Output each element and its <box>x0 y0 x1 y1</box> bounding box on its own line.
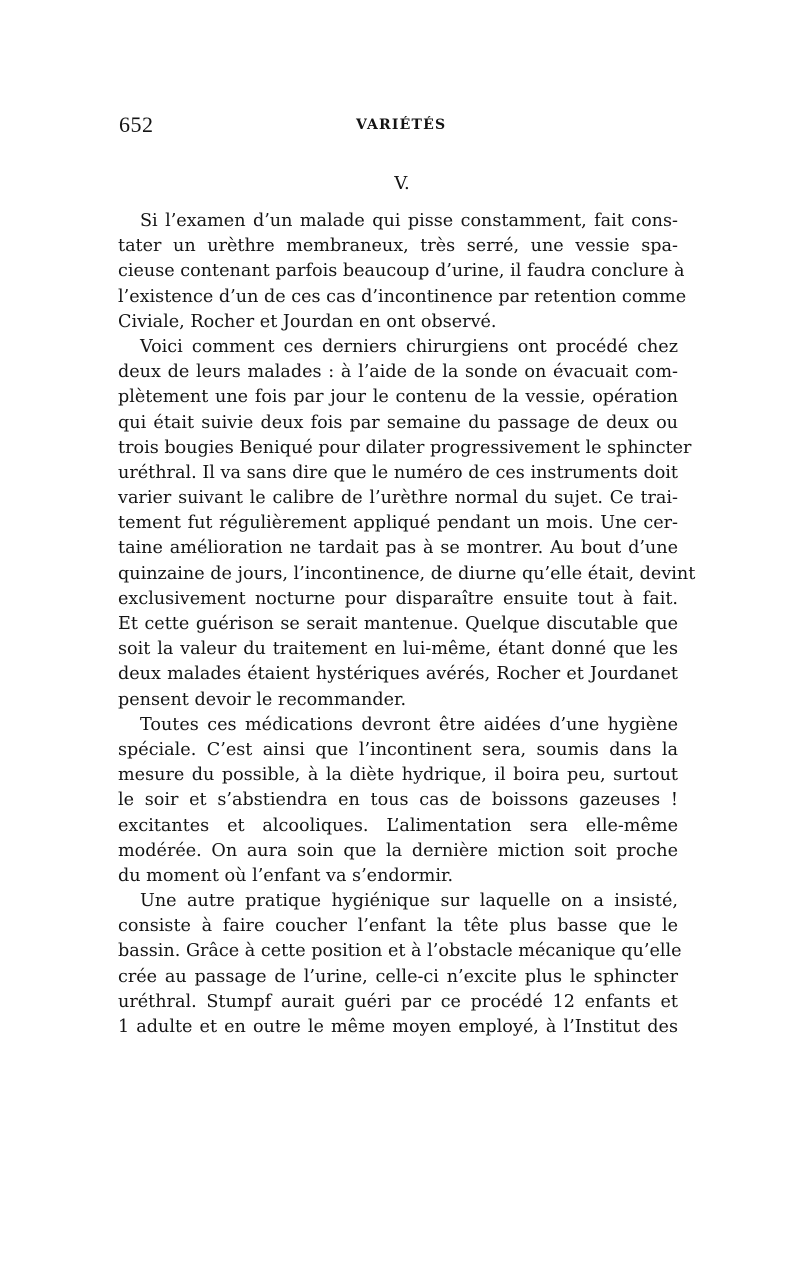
running-head <box>119 112 679 142</box>
text-line: mesure du possible, à la diète hydrique, il boira peu, surtout <box>118 765 678 786</box>
text-line: uréthral. Il va sans dire que le numéro de ces instruments doit <box>118 462 678 483</box>
text-line: modérée. On aura soin que la dernière miction soit proche <box>118 840 678 861</box>
text-line: quinzaine de jours, l’incontinence, de diurne qu’elle était, devint <box>118 563 696 584</box>
text-line: deux malades étaient hystériques avérés, Rocher et Jourdanet <box>118 664 678 685</box>
text-line: taine amélioration ne tardait pas à se montrer. Au bout d’une <box>118 538 678 559</box>
body-text <box>118 209 696 1040</box>
text-line: bassin. Grâce à cette position et à l’obstacle mécanique qu’elle <box>118 941 682 962</box>
text-line: 1 adulte et en outre le même moyen employé, à l’Institut des <box>118 1017 678 1037</box>
running-title: VARIÉTÉS <box>356 117 447 133</box>
text-line: varier suivant le calibre de l’urèthre normal du sujet. Ce trai- <box>118 488 678 509</box>
text-line: plètement une fois par jour le contenu de la vessie, opération <box>118 387 678 408</box>
text-line: consiste à faire coucher l’enfant la tête plus basse que le <box>118 916 678 937</box>
text-line: uréthral. Stumpf aurait guéri par ce procédé 12 enfants et <box>118 991 678 1012</box>
text-line: trois bougies Beniqué pour dilater progressivement le sphincter <box>118 437 692 458</box>
text-line: excitantes et alcooliques. L’alimentation sera elle-même <box>118 815 678 836</box>
text-line: tater un urèthre membraneux, très serré, une vessie spa- <box>118 236 678 257</box>
text-line: Et cette guérison se serait mantenue. Quelque discutable que <box>118 614 678 634</box>
text-line: Civiale, Rocher et Jourdan en ont observé. <box>118 311 497 332</box>
text-line: Voici comment ces derniers chirurgiens ont procédé chez <box>140 336 678 357</box>
text-line: du moment où l’enfant va s’endormir. <box>118 865 454 886</box>
text-line: qui était suivie deux fois par semaine du passage de deux ou <box>118 412 678 433</box>
page-number: 652 <box>119 112 154 137</box>
text-line: le soir et s’abstiendra en tous cas de boissons gazeuses ! <box>118 790 678 811</box>
text-line: Si l’examen d’un malade qui pisse constamment, fait cons- <box>140 211 678 231</box>
text-line: deux de leurs malades : à l’aide de la sonde on évacuait com- <box>118 362 678 383</box>
text-line: exclusivement nocturne pour disparaître ensuite tout à fait. <box>118 588 678 609</box>
text-line: crée au passage de l’urine, celle-ci n’excite plus le sphincter <box>118 966 678 987</box>
section-number: V. <box>394 173 410 194</box>
text-line: cieuse contenant parfois beaucoup d’urine, il faudra conclure à <box>118 261 685 282</box>
text-line: soit la valeur du traitement en lui-même, étant donné que les <box>118 639 678 660</box>
text-line: pensent devoir le recommander. <box>118 689 407 710</box>
text-line: spéciale. C’est ainsi que l’incontinent sera, soumis dans la <box>118 739 678 760</box>
text-line: l’existence d’un de ces cas d’incontinence par retention comme <box>118 286 687 307</box>
text-line: tement fut régulièrement appliqué pendant un mois. Une cer- <box>118 513 678 534</box>
text-line: Toutes ces médications devront être aidées d’une hygiène <box>140 714 678 735</box>
text-line: Une autre pratique hygiénique sur laquelle on a insisté, <box>140 891 678 912</box>
